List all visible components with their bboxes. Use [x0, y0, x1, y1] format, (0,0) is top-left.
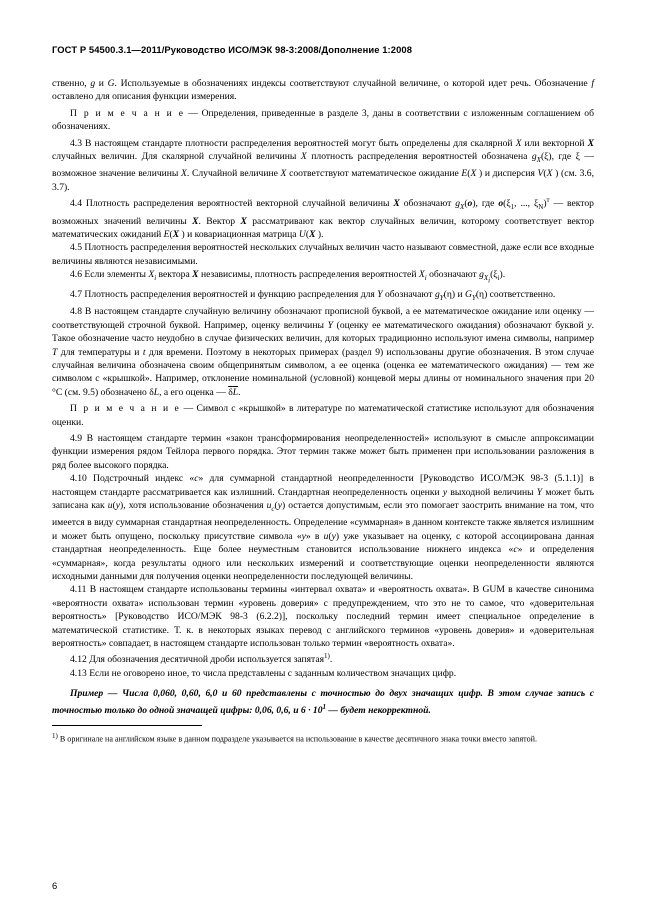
footnote-divider: [52, 725, 202, 726]
paragraph-4-6: 4.6 Если элементы $X_i$ вектора X независимы, плотность распределения вероятностей $X_i$ обозначают $g_{Xi}(\xi_i)$.: [70, 269, 506, 285]
page-header: ГОСТ Р 54500.3.1—2011/Руководство ИСО/МЭК 98-3:2008/Дополнение 1:2008: [52, 44, 413, 55]
footnote-1: 1) В оригинале на английском языке в данном подразделе указывается на использование в качестве десятичного знака точки вместо запятой.: [52, 732, 538, 745]
paragraph-4-3: 4.3 В настоящем стандарте плотности распределения вероятностей могут быть определены для скалярной X или векторной X случайных величин. Для скалярной случайной величины X плотность распределения вероятностей обозначена $g_X(\xi)$, где ξ — возможное значение величины X. Случайной величине X соответствуют математическое ожидание E(X ) и дисперсия V(X ) (см. 3.6, 3.7).: [52, 137, 595, 193]
paragraph-4-8: 4.8 В настоящем стандарте случайную величину обозначают прописной буквой, а ее математическое ожидание или оценку — соответствующей строчной буквой. Например, оценку величины Y (оценку ее математического ожидания) обозначают буквой y. Такое обозначение часто неудобно в случае физических величин, для которых традиционно используют имена символы, например T для температуры и t для времени. Поэтому в некоторых примерах (раздел 9) использованы другие обозначения. В этом случае случайная величина обозначена своим общепринятым символом, а ее оценка (оценка ее математического ожидания) — тем же символом с «крышкой». Например, отклонение номинальной (условной) концевой меры длины от номинального значения при 20 °C (см. 9.5) обозначено δL, а его оценка — δL.: [52, 306, 594, 398]
paragraph-intro: ственно, g и G. Используемые в обозначениях индексы соответствуют случайной величине, о которой идет речь. Обозначение f оставлено для описания функции измерения.: [52, 78, 595, 103]
example-block: Пример — Числа 0,060, 0,60, 6,0 и 60 представлены с точностью до двух значащих цифр. В этом случае запись с точностью только до одной значащей цифры: 0,06, 0,6, и $6 \cdot 10^1$ — будет некорректной.: [52, 688, 594, 716]
note-1: П р и м е ч а н и е — Определения, приведенные в разделе 3, даны в соответствии с изложенным соглашением об обозначениях.: [52, 107, 594, 133]
paragraph-4-7: 4.7 Плотность распределения вероятностей и функцию распределения для Y обозначают $g_Y(\eta)$ и $G_Y(\eta)$ соответственно.: [70, 288, 556, 302]
paragraph-4-11: 4.11 В настоящем стандарте использованы термины «интервал охвата» и «вероятность охвата». В GUM в качестве синонима «вероятности охвата» использован термин «уровень доверия» с предупреждением, что это не то самое, что «доверительная вероятность» [Руководство ИСО/МЭК 98-3 (6.2.2)], поскольку последний термин имеет специальное определение в математической статистике. Т. к. в некоторых языках перевод с английского терминов «уровень доверия» и «доверительная вероятность» совпадает, в настоящем стандарте использован только термин «вероятность охвата».: [52, 584, 594, 649]
paragraph-4-5: 4.5 Плотность распределения вероятностей нескольких случайных величин часто называют совместной, даже если все входные величины являются независимыми.: [52, 242, 594, 267]
paragraph-4-10: 4.10 Подстрочный индекс «с» для суммарной стандартной неопределенности [Руководство ИСО/МЭК 98-3 (5.1.1)] в настоящем стандарте рассматривается как излишний. Стандартная неопределенность оценки y выходной величины Y может быть записана как u(y), хотя использование обозначения $u_c(y)$ остается допустимым, если это помогает заострить внимание на том, что имеется в виду суммарная стандартная неопределенность. Определение «суммарная» в данном контексте также является излишним и может быть опущено, поскольку присутствие символа «y» в u(y) уже указывает на оценку, с которой ассоциирована данная стандартная неопределенность. Еще более неуместным становится использование нижнего индекса «с» и определения «суммарная», когда результаты одного или нескольких измерений и соответствующие оценки неопределенности являются исходными данными для получения оценки неопределенности последующей величины.: [52, 473, 594, 582]
paragraph-4-4: 4.4 Плотность распределения вероятностей векторной случайной величины X обозначают $g_X(о)$, где $о(\xi_1$, ..., $\xi_N)^т$ — вектор возможных значений величины X. Вектор X рассматривают как вектор случайных величин, которому соответствует вектор математических ожиданий E(X ) и ковариационная матрица U(X ).: [52, 196, 595, 241]
page-number: 6: [52, 880, 58, 891]
paragraph-4-9: 4.9 В настоящем стандарте термин «закон трансформирования неопределенностей» используют в смысле аппроксимации функции измерения рядом Тейлора первого порядка. Этот термин также может быть применен при использовании разложения в ряд более высокого порядка.: [52, 432, 594, 471]
paragraph-4-13: 4.13 Если не оговорено иное, то числа представлены с заданным количеством значащих цифр.: [70, 667, 457, 679]
note-2: П р и м е ч а н и е — Символ с «крышкой» в литературе по математической статистике используют для обозначения оценки.: [52, 403, 594, 428]
document-body: [52, 77, 594, 717]
paragraph-4-12: 4.12 Для обозначения десятичной дроби используется запятая$^{1)}$.: [70, 652, 333, 666]
